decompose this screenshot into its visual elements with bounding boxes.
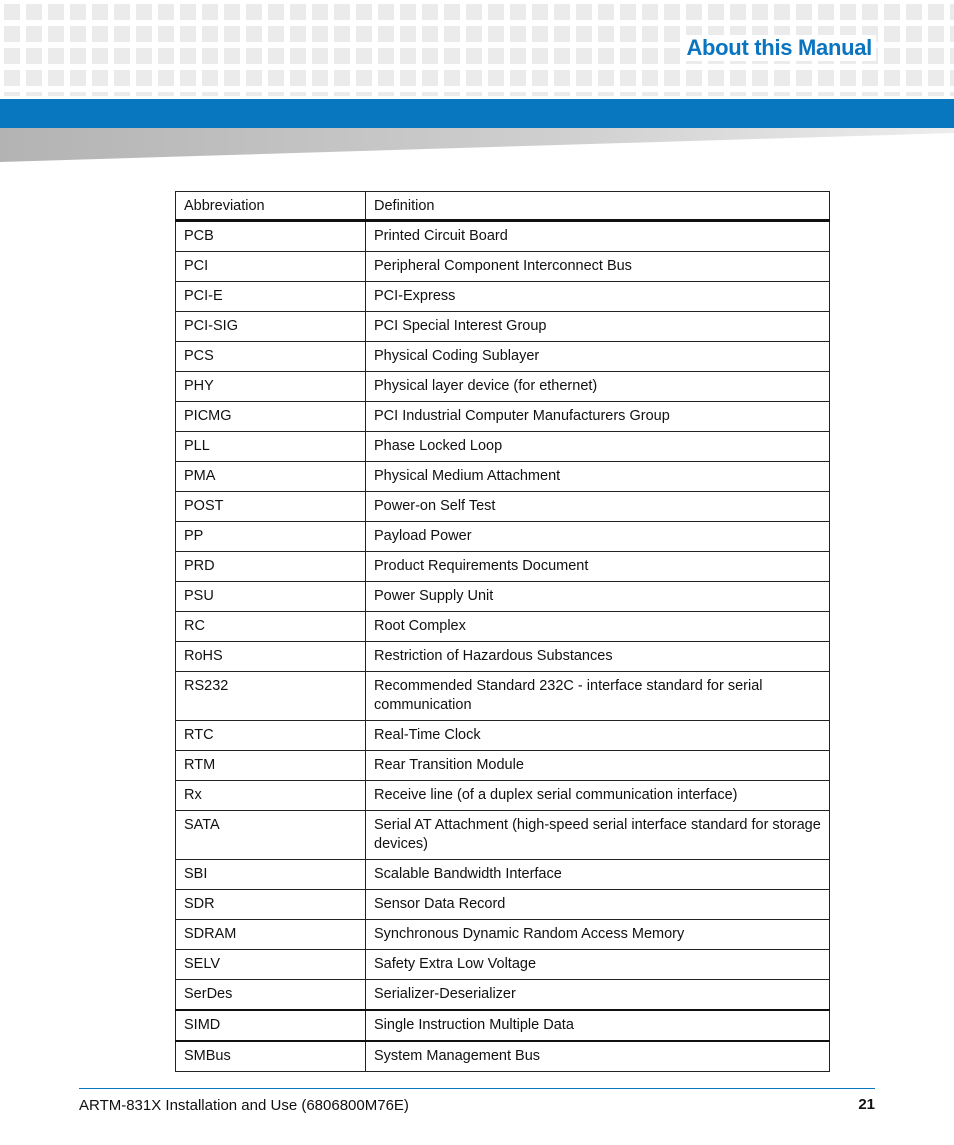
footer-rule [79,1088,875,1089]
abbreviation-cell: RTC [176,721,366,751]
definition-cell: Sensor Data Record [366,890,830,920]
definition-cell: Safety Extra Low Voltage [366,950,830,980]
table-row [176,1010,830,1041]
definition-cell: Product Requirements Document [366,552,830,582]
table-header-row [176,192,830,221]
abbreviation-cell: RS232 [176,672,366,721]
definition-cell: Rear Transition Module [366,751,830,781]
definition-cell: Real-Time Clock [366,721,830,751]
definition-cell: PCI Industrial Computer Manufacturers Group [366,402,830,432]
definition-cell: Serializer-Deserializer [366,980,830,1011]
definition-cell: Printed Circuit Board [366,221,830,252]
table-row [176,890,830,920]
abbreviation-cell: PICMG [176,402,366,432]
abbreviation-cell: SerDes [176,980,366,1011]
definition-cell: Scalable Bandwidth Interface [366,860,830,890]
table-row [176,342,830,372]
table-row [176,402,830,432]
abbreviation-cell: PLL [176,432,366,462]
table-row [176,282,830,312]
table-row [176,721,830,751]
table-body [176,221,830,1072]
footer-document-title: ARTM-831X Installation and Use (6806800M76E) [79,1097,409,1114]
abbreviation-cell: POST [176,492,366,522]
definition-cell: Single Instruction Multiple Data [366,1010,830,1041]
header-gray-swoosh [0,128,954,164]
table-row [176,642,830,672]
abbreviation-cell: RC [176,612,366,642]
abbreviation-cell: RoHS [176,642,366,672]
table-row [176,950,830,980]
abbreviation-cell: PCS [176,342,366,372]
definition-cell: Peripheral Component Interconnect Bus [366,252,830,282]
definition-cell: PCI-Express [366,282,830,312]
table-row [176,462,830,492]
definition-cell: Payload Power [366,522,830,552]
table-row [176,372,830,402]
definition-cell: Recommended Standard 232C - interface standard for serial communication [366,672,830,721]
abbreviation-cell: PCI-E [176,282,366,312]
table-row [176,552,830,582]
definition-cell: Restriction of Hazardous Substances [366,642,830,672]
abbreviation-cell: SIMD [176,1010,366,1041]
table-row [176,522,830,552]
definition-cell: Physical layer device (for ethernet) [366,372,830,402]
table-row [176,612,830,642]
table-row [176,672,830,721]
table-row [176,860,830,890]
definition-cell: Synchronous Dynamic Random Access Memory [366,920,830,950]
table-row [176,1041,830,1072]
abbreviation-cell: PSU [176,582,366,612]
abbreviation-cell: SMBus [176,1041,366,1072]
abbreviation-cell: PCI-SIG [176,312,366,342]
table-row [176,751,830,781]
abbreviation-cell: SATA [176,811,366,860]
abbreviation-cell: Rx [176,781,366,811]
column-header-definition: Definition [366,192,830,221]
table-row [176,492,830,522]
definition-cell: PCI Special Interest Group [366,312,830,342]
abbreviation-cell: SBI [176,860,366,890]
definition-cell: Power Supply Unit [366,582,830,612]
abbreviation-cell: SDR [176,890,366,920]
abbreviation-cell: RTM [176,751,366,781]
definition-cell: Serial AT Attachment (high-speed serial interface standard for storage devices) [366,811,830,860]
abbreviation-cell: PMA [176,462,366,492]
header-blue-band [0,99,954,128]
column-header-abbreviation: Abbreviation [176,192,366,221]
definition-cell: Phase Locked Loop [366,432,830,462]
definition-cell: Physical Coding Sublayer [366,342,830,372]
table-row [176,781,830,811]
abbreviation-cell: PP [176,522,366,552]
table-row [176,980,830,1011]
abbreviation-cell: SDRAM [176,920,366,950]
table-row [176,252,830,282]
abbreviation-cell: PCI [176,252,366,282]
abbreviation-cell: PHY [176,372,366,402]
definition-cell: Power-on Self Test [366,492,830,522]
page-section-title: About this Manual [682,35,876,61]
table-row [176,432,830,462]
definition-cell: System Management Bus [366,1041,830,1072]
table-row [176,582,830,612]
definition-cell: Receive line (of a duplex serial communication interface) [366,781,830,811]
table-row [176,920,830,950]
abbreviation-cell: SELV [176,950,366,980]
abbreviation-table [175,191,830,1072]
definition-cell: Physical Medium Attachment [366,462,830,492]
page-number: 21 [858,1096,875,1113]
table-row [176,811,830,860]
table-row [176,221,830,252]
table-row [176,312,830,342]
definition-cell: Root Complex [366,612,830,642]
abbreviation-cell: PRD [176,552,366,582]
abbreviation-cell: PCB [176,221,366,252]
